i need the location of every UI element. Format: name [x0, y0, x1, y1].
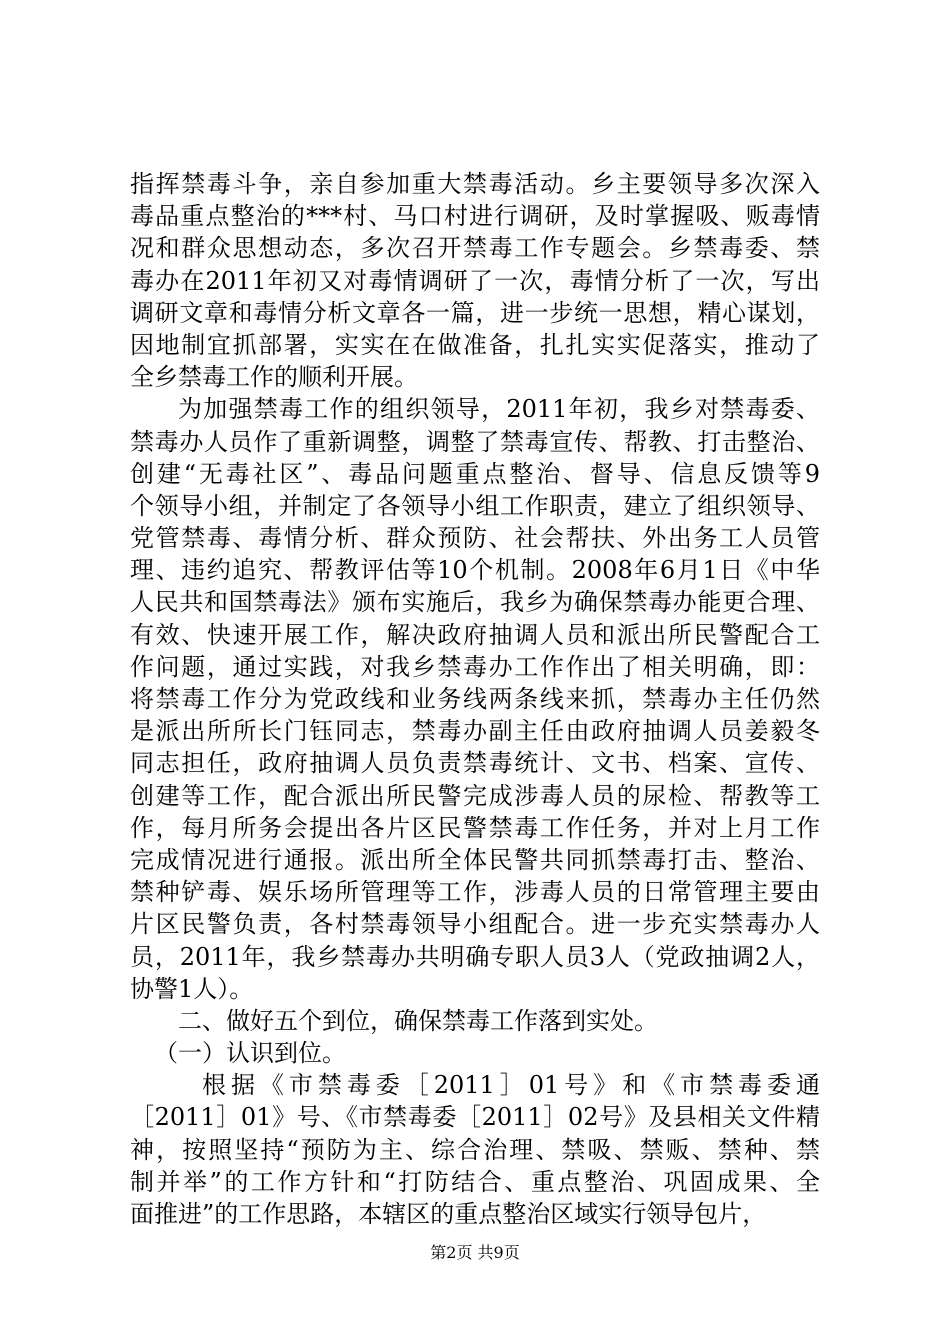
- subsection-heading: （一）认识到位。: [154, 1039, 346, 1068]
- text-line: 根据《市禁毒委［2011］01号》和《市禁毒委通: [202, 1071, 820, 1100]
- text-line: 面推进”的工作思路，本辖区的重点整治区域实行领导包片，: [130, 1200, 767, 1228]
- text-line: 将禁毒工作分为党政线和业务线两条线来抓，禁毒办主任仍然: [130, 685, 820, 713]
- text-line: 指挥禁毒斗争，亲自参加重大禁毒活动。乡主要领导多次深入: [130, 170, 820, 198]
- text-line: 毒品重点整治的***村、马口村进行调研，及时掌握吸、贩毒情: [130, 202, 820, 231]
- text-line: 调研文章和毒情分析文章各一篇，进一步统一思想，精心谋划，: [130, 298, 820, 327]
- text-line: 党管禁毒、毒情分析、群众预防、社会帮扶、外出务工人员管: [130, 524, 820, 553]
- text-line: 禁种铲毒、娱乐场所管理等工作，涉毒人员的日常管理主要由: [130, 878, 820, 907]
- text-line: 协警1人）。: [130, 974, 254, 1003]
- text-line: 况和群众思想动态，多次召开禁毒工作专题会。乡禁毒委、禁: [130, 234, 820, 263]
- text-line: 同志担任，政府抽调人员负责禁毒统计、文书、档案、宣传、: [130, 749, 820, 778]
- text-line: 完成情况进行通报。派出所全体民警共同抓禁毒打击、整治、: [130, 845, 820, 874]
- text-line: 有效、快速开展工作，解决政府抽调人员和派出所民警配合工: [130, 620, 820, 649]
- section-heading: 二、做好五个到位，确保禁毒工作落到实处。: [178, 1006, 658, 1035]
- text-line: 作，每月所务会提出各片区民警禁毒工作任务，并对上月工作: [130, 813, 820, 842]
- text-line: 禁毒办人员作了重新调整，调整了禁毒宣传、帮教、打击整治、: [130, 427, 820, 456]
- text-line: 创建“无毒社区”、毒品问题重点整治、督导、信息反馈等9: [130, 459, 820, 488]
- text-line: ［2011］01》号、《市禁毒委［2011］02号》及县相关文件精: [130, 1103, 820, 1132]
- text-line: 是派出所所长门钰同志，禁毒办副主任由政府抽调人员姜毅冬: [130, 717, 820, 746]
- text-line: 理、违约追究、帮教评估等10个机制。2008年6月1日《中华: [130, 556, 820, 585]
- text-line: 神，按照坚持“预防为主、综合治理、禁吸、禁贩、禁种、禁: [130, 1135, 820, 1164]
- text-line: 毒办在2011年初又对毒情调研了一次，毒情分析了一次，写出: [130, 266, 820, 295]
- text-line: 员，2011年，我乡禁毒办共明确专职人员3人（党政抽调2人，: [130, 942, 820, 971]
- text-line: 创建等工作，配合派出所民警完成涉毒人员的尿检、帮教等工: [130, 781, 820, 810]
- text-line: 制并举”的工作方针和“打防结合、重点整治、巩固成果、全: [130, 1167, 820, 1196]
- text-line: 人民共和国禁毒法》颁布实施后，我乡为确保禁毒办能更合理、: [130, 588, 820, 617]
- body-text: [130, 168, 820, 1230]
- text-line: 片区民警负责，各村禁毒领导小组配合。进一步充实禁毒办人: [130, 910, 820, 939]
- text-line: 作问题，通过实践，对我乡禁毒办工作作出了相关明确，即：: [130, 652, 820, 681]
- text-line: 个领导小组，并制定了各领导小组工作职责，建立了组织领导、: [130, 491, 820, 520]
- text-line: 为加强禁毒工作的组织领导，2011年初，我乡对禁毒委、: [178, 395, 820, 424]
- text-line: 全乡禁毒工作的顺利开展。: [130, 363, 418, 392]
- text-line: 因地制宜抓部署，实实在在做准备，扎扎实实促落实，推动了: [130, 330, 820, 359]
- page-number-footer: 第2页 共9页: [430, 1243, 520, 1262]
